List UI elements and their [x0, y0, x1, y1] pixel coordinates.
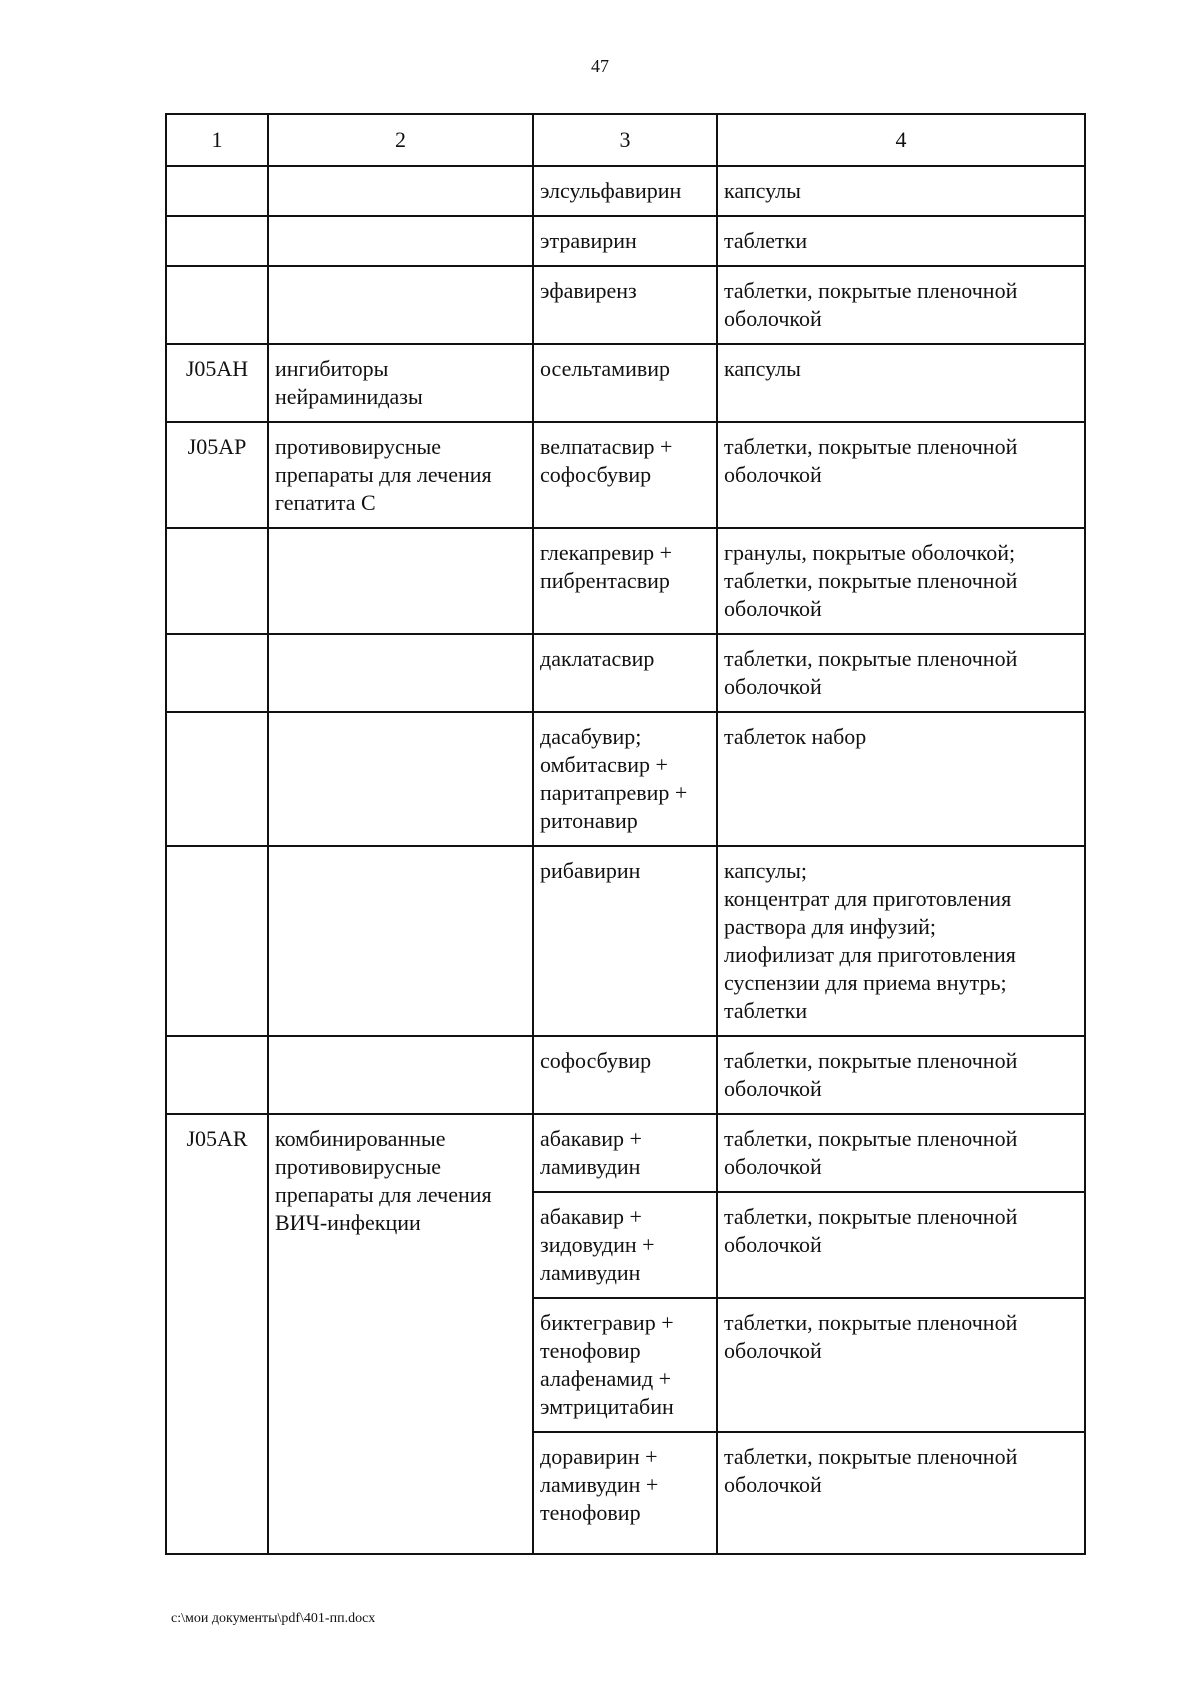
- substance-cell: биктегравир + тенофовир алафенамид + эмтрицитабин: [533, 1298, 717, 1432]
- dosage-form-cell: таблетки, покрытые пленочной оболочкой: [717, 1192, 1085, 1298]
- substance-cell: глекапревир + пибрентасвир: [533, 528, 717, 634]
- group-cell: [268, 846, 533, 1036]
- substance-cell: даклатасвир: [533, 634, 717, 712]
- dosage-form-cell: таблетки, покрытые пленочной оболочкой: [717, 1114, 1085, 1192]
- page-number: 47: [591, 56, 609, 76]
- atc-code-cell: [166, 846, 268, 1036]
- dosage-form-cell: таблетки, покрытые пленочной оболочкой: [717, 1036, 1085, 1114]
- dosage-form-cell: таблетки, покрытые пленочной оболочкой: [717, 422, 1085, 528]
- atc-code-cell: [166, 528, 268, 634]
- group-cell: [268, 712, 533, 846]
- table-row: [166, 166, 1085, 216]
- column-header-2: 2: [268, 114, 533, 166]
- group-cell: [268, 634, 533, 712]
- group-cell: [268, 216, 533, 266]
- dosage-form-cell: капсулы: [717, 344, 1085, 422]
- table-row: [166, 712, 1085, 846]
- group-cell: комбинированные противовирусные препараты для лечения ВИЧ-инфекции: [268, 1114, 533, 1554]
- table-row: [166, 634, 1085, 712]
- dosage-form-cell: капсулы: [717, 166, 1085, 216]
- substance-cell: абакавир + ламивудин: [533, 1114, 717, 1192]
- dosage-form-cell: капсулы; концентрат для приготовления раствора для инфузий; лиофилизат для приготовления суспензии для приема внутрь; таблетки: [717, 846, 1085, 1036]
- substance-cell: элсульфавирин: [533, 166, 717, 216]
- dosage-form-cell: таблетки, покрытые пленочной оболочкой: [717, 634, 1085, 712]
- group-cell: ингибиторы нейраминидазы: [268, 344, 533, 422]
- group-cell: [268, 1036, 533, 1114]
- dosage-form-cell: таблетки, покрытые пленочной оболочкой: [717, 1432, 1085, 1554]
- column-header-1: 1: [166, 114, 268, 166]
- substance-cell: софосбувир: [533, 1036, 717, 1114]
- drug-table: [165, 113, 1086, 1555]
- substance-cell: доравирин + ламивудин + тенофовир: [533, 1432, 717, 1554]
- table-row: [166, 344, 1085, 422]
- table-row: [166, 422, 1085, 528]
- group-cell: [268, 528, 533, 634]
- table-row: [166, 528, 1085, 634]
- substance-cell: абакавир + зидовудин + ламивудин: [533, 1192, 717, 1298]
- substance-cell: осельтамивир: [533, 344, 717, 422]
- dosage-form-cell: гранулы, покрытые оболочкой; таблетки, покрытые пленочной оболочкой: [717, 528, 1085, 634]
- atc-code-cell: [166, 216, 268, 266]
- dosage-form-cell: таблетки: [717, 216, 1085, 266]
- atc-code-cell: J05AR: [166, 1114, 268, 1554]
- substance-cell: этравирин: [533, 216, 717, 266]
- atc-code-cell: [166, 634, 268, 712]
- substance-cell: велпатасвир + софосбувир: [533, 422, 717, 528]
- table-row: [166, 846, 1085, 1036]
- substance-cell: дасабувир; омбитасвир + паритапревир + ритонавир: [533, 712, 717, 846]
- dosage-form-cell: таблетки, покрытые пленочной оболочкой: [717, 1298, 1085, 1432]
- atc-code-cell: [166, 1036, 268, 1114]
- substance-cell: эфавиренз: [533, 266, 717, 344]
- column-header-4: 4: [717, 114, 1085, 166]
- group-cell: [268, 266, 533, 344]
- atc-code-cell: J05AH: [166, 344, 268, 422]
- group-cell: [268, 166, 533, 216]
- table-row: [166, 216, 1085, 266]
- table-row: [166, 1036, 1085, 1114]
- atc-code-cell: [166, 266, 268, 344]
- group-cell: противовирусные препараты для лечения гепатита C: [268, 422, 533, 528]
- atc-code-cell: J05AP: [166, 422, 268, 528]
- atc-code-cell: [166, 166, 268, 216]
- atc-code-cell: [166, 712, 268, 846]
- dosage-form-cell: таблетки, покрытые пленочной оболочкой: [717, 266, 1085, 344]
- substance-cell: рибавирин: [533, 846, 717, 1036]
- table-header-row: [166, 114, 1085, 166]
- file-path-footer: c:\мои документы\pdf\401-пп.docx: [171, 1611, 376, 1626]
- dosage-form-cell: таблеток набор: [717, 712, 1085, 846]
- column-header-3: 3: [533, 114, 717, 166]
- table-row: [166, 266, 1085, 344]
- table-row: [166, 1114, 1085, 1192]
